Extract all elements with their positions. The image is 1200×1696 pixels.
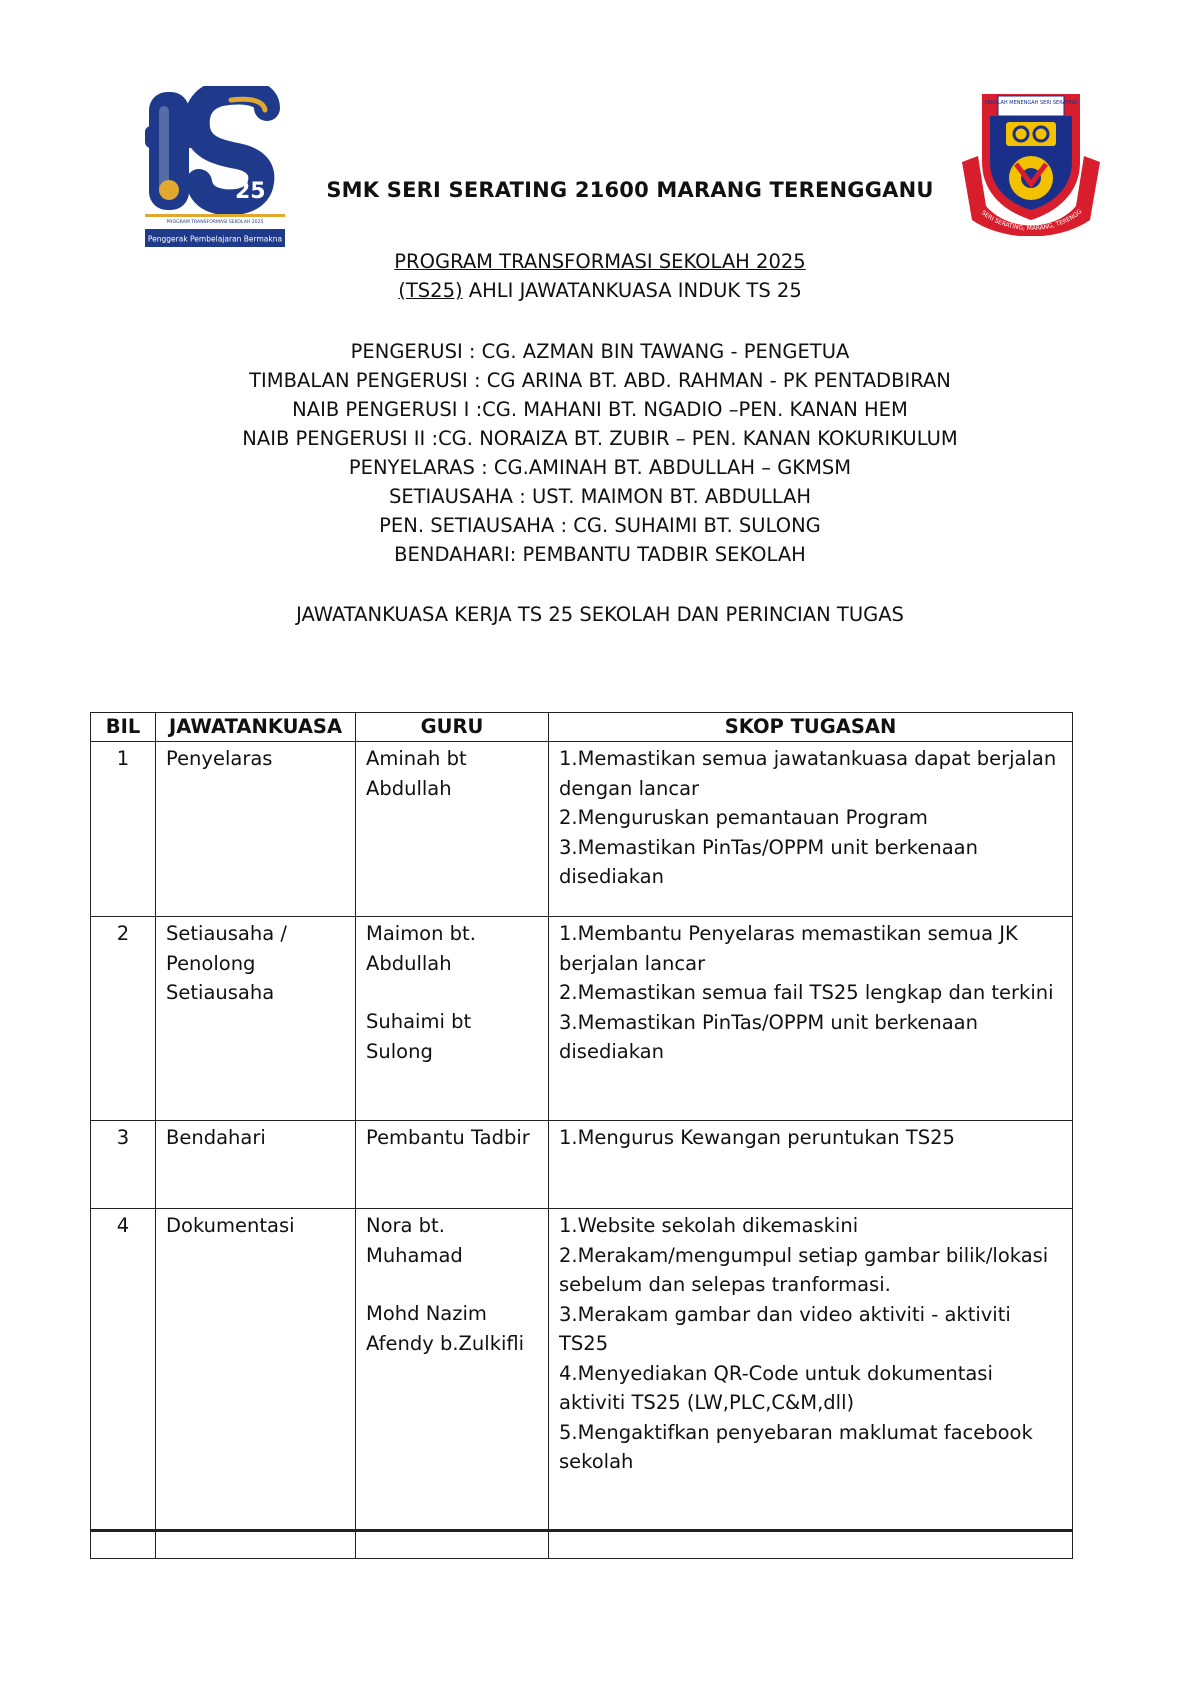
header-skop-tugasan: SKOP TUGASAN (549, 713, 1073, 742)
skop-item: 2.Memastikan semua fail TS25 lengkap dan terkini (559, 981, 1054, 1004)
committee-vice-chairman-1: NAIB PENGERUSI I :CG. MAHANI BT. NGADIO –PEN. KANAN HEM (292, 398, 908, 421)
ts25-logo-caption: Penggerak Pembelajaran Bermakna (147, 234, 283, 244)
table-row-empty (91, 1531, 1073, 1559)
cell-guru (356, 1121, 549, 1209)
ts25-logo-small-caption: PROGRAM TRANSFORMASI SEKOLAH 2025 (166, 220, 264, 225)
skop-item: 1.Website sekolah dikemaskini (559, 1214, 859, 1237)
cell-jawatankuasa: Penyelaras (156, 742, 356, 917)
table-header-row (91, 713, 1073, 742)
committee-chairman: PENGERUSI : CG. AZMAN BIN TAWANG - PENGETUA (350, 340, 850, 363)
program-title: PROGRAM TRANSFORMASI SEKOLAH 2025 (394, 250, 806, 273)
skop-item: 5.Mengaktifkan penyebaran maklumat facebook sekolah (559, 1420, 1033, 1473)
committee-assistant-secretary: PEN. SETIAUSAHA : CG. SUHAIMI BT. SULONG (379, 514, 821, 537)
cell-bil: 3 (91, 1121, 156, 1209)
guru-name: Suhaimi bt Sulong (366, 1010, 472, 1063)
skop-item: 3.Memastikan PinTas/OPPM unit berkenaan disediakan (559, 835, 978, 888)
skop-item: 1.Memastikan semua jawatankuasa dapat berjalan dengan lancar (559, 747, 1057, 800)
empty-cell (356, 1531, 549, 1559)
committee-secretary: SETIAUSAHA : UST. MAIMON BT. ABDULLAH (388, 485, 812, 508)
cell-guru (356, 1209, 549, 1531)
cell-guru (356, 742, 549, 917)
guru-name: Pembantu Tadbir (366, 1126, 530, 1149)
program-code: (TS25) (398, 279, 463, 302)
guru-name: Nora bt. Muhamad (366, 1214, 463, 1267)
crest-banner-text: SEKOLAH MENENGAH SERI SERATING (984, 100, 1078, 106)
guru-name: Mohd Nazim Afendy b.Zulkifli (366, 1302, 525, 1355)
skop-item: 4.Menyediakan QR-Code untuk dokumentasi aktiviti TS25 (LW,PLC,C&M,dll) (559, 1361, 993, 1414)
skop-item: 2.Merakam/mengumpul setiap gambar bilik/lokasi sebelum dan selepas tranformasi. (559, 1243, 1049, 1296)
program-subtitle-rest: AHLI JAWATANKUASA INDUK TS 25 (462, 279, 802, 302)
school-crest-logo (958, 86, 1104, 236)
duties-table (90, 712, 1073, 1559)
school-title: SMK SERI SERATING 21600 MARANG TERENGGANU (326, 178, 934, 202)
cell-guru (356, 917, 549, 1121)
ts25-logo-number: 25 (235, 179, 266, 204)
cell-jawatankuasa: Dokumentasi (156, 1209, 356, 1531)
cell-skop (549, 1209, 1073, 1531)
skop-item: 3.Merakam gambar dan video aktiviti - aktiviti TS25 (559, 1302, 1011, 1355)
cell-bil: 2 (91, 917, 156, 1121)
cell-jawatankuasa: Setiausaha / Penolong Setiausaha (156, 917, 356, 1121)
crest-ribbon-text: SERI SERATING, MARANG, TERENGG (980, 208, 1084, 233)
ts25-logo (145, 86, 285, 250)
skop-item: 1.Mengurus Kewangan peruntukan TS25 (559, 1126, 955, 1149)
committee-coordinator: PENYELARAS : CG.AMINAH BT. ABDULLAH – GKMSM (348, 456, 852, 479)
cell-jawatankuasa: Bendahari (156, 1121, 356, 1209)
header-bil: BIL (91, 713, 156, 742)
empty-cell (156, 1531, 356, 1559)
cell-skop (549, 1121, 1073, 1209)
empty-cell (549, 1531, 1073, 1559)
cell-bil: 4 (91, 1209, 156, 1531)
header-guru: GURU (356, 713, 549, 742)
table-row (91, 1209, 1073, 1531)
header-jawatankuasa: JAWATANKUASA (156, 713, 356, 742)
empty-cell (91, 1531, 156, 1559)
committee-treasurer: BENDAHARI: PEMBANTU TADBIR SEKOLAH (394, 543, 806, 566)
guru-name: Aminah bt Abdullah (366, 747, 467, 800)
cell-skop (549, 917, 1073, 1121)
committee-vice-chairman-2: NAIB PENGERUSI II :CG. NORAIZA BT. ZUBIR – PEN. KANAN KOKURIKULUM (242, 427, 958, 450)
table-row (91, 742, 1073, 917)
committee-deputy-chairman: TIMBALAN PENGERUSI : CG ARINA BT. ABD. RAHMAN - PK PENTADBIRAN (249, 369, 951, 392)
skop-item: 1.Membantu Penyelaras memastikan semua JK berjalan lancar (559, 922, 1018, 975)
skop-item: 2.Menguruskan pemantauan Program (559, 806, 928, 829)
program-subtitle (0, 279, 1200, 302)
cell-bil: 1 (91, 742, 156, 917)
working-committee-title: JAWATANKUASA KERJA TS 25 SEKOLAH DAN PERINCIAN TUGAS (296, 603, 904, 626)
table-row (91, 917, 1073, 1121)
table-row (91, 1121, 1073, 1209)
cell-skop (549, 742, 1073, 917)
guru-name: Maimon bt. Abdullah (366, 922, 476, 975)
skop-item: 3.Memastikan PinTas/OPPM unit berkenaan disediakan (559, 1010, 978, 1063)
